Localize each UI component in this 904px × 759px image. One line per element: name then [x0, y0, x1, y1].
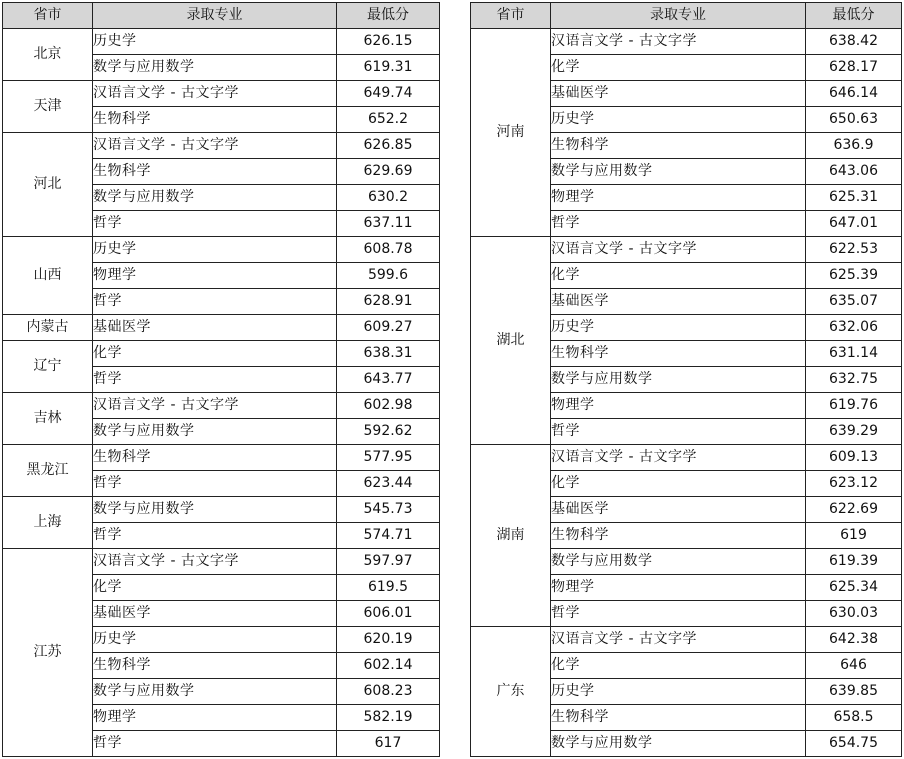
table-row — [471, 237, 902, 263]
major-cell: 生物科学 — [93, 445, 337, 471]
score-cell: 636.9 — [806, 133, 902, 159]
left-score-table — [2, 2, 440, 757]
table-row — [3, 549, 440, 575]
province-cell: 江苏 — [3, 549, 93, 757]
major-cell: 生物科学 — [551, 133, 806, 159]
score-cell: 620.19 — [337, 627, 440, 653]
province-cell: 内蒙古 — [3, 315, 93, 341]
score-cell: 609.27 — [337, 315, 440, 341]
major-cell: 物理学 — [551, 393, 806, 419]
score-cell: 619 — [806, 523, 902, 549]
major-cell: 基础医学 — [93, 315, 337, 341]
score-cell: 639.29 — [806, 419, 902, 445]
score-cell: 608.23 — [337, 679, 440, 705]
major-cell: 哲学 — [93, 289, 337, 315]
major-cell: 基础医学 — [551, 497, 806, 523]
major-cell: 数学与应用数学 — [551, 159, 806, 185]
score-cell: 629.69 — [337, 159, 440, 185]
left-table-body — [3, 29, 440, 757]
score-cell: 545.73 — [337, 497, 440, 523]
major-cell: 历史学 — [93, 29, 337, 55]
score-cell: 638.31 — [337, 341, 440, 367]
major-cell: 数学与应用数学 — [551, 549, 806, 575]
score-cell: 646 — [806, 653, 902, 679]
province-cell: 湖北 — [471, 237, 551, 445]
header-major: 录取专业 — [93, 3, 337, 29]
major-cell: 数学与应用数学 — [93, 419, 337, 445]
score-cell: 602.14 — [337, 653, 440, 679]
score-cell: 606.01 — [337, 601, 440, 627]
major-cell: 哲学 — [93, 471, 337, 497]
score-cell: 626.15 — [337, 29, 440, 55]
table-row — [3, 341, 440, 367]
score-cell: 630.03 — [806, 601, 902, 627]
major-cell: 化学 — [93, 341, 337, 367]
province-cell: 辽宁 — [3, 341, 93, 393]
major-cell: 哲学 — [551, 419, 806, 445]
score-cell: 639.85 — [806, 679, 902, 705]
score-cell: 646.14 — [806, 81, 902, 107]
major-cell: 基础医学 — [551, 81, 806, 107]
major-cell: 历史学 — [551, 679, 806, 705]
major-cell: 化学 — [551, 653, 806, 679]
score-cell: 625.31 — [806, 185, 902, 211]
table-row — [3, 497, 440, 523]
major-cell: 基础医学 — [93, 601, 337, 627]
major-cell: 生物科学 — [551, 523, 806, 549]
province-cell: 山西 — [3, 237, 93, 315]
score-cell: 574.71 — [337, 523, 440, 549]
score-cell: 619.76 — [806, 393, 902, 419]
score-cell: 617 — [337, 731, 440, 757]
major-cell: 哲学 — [93, 211, 337, 237]
table-row — [3, 29, 440, 55]
score-cell: 609.13 — [806, 445, 902, 471]
header-major: 录取专业 — [551, 3, 806, 29]
right-score-table — [470, 2, 902, 757]
major-cell: 汉语言文学 - 古文字学 — [93, 393, 337, 419]
score-cell: 635.07 — [806, 289, 902, 315]
major-cell: 哲学 — [93, 367, 337, 393]
score-cell: 631.14 — [806, 341, 902, 367]
major-cell: 汉语言文学 - 古文字学 — [93, 81, 337, 107]
score-cell: 619.31 — [337, 55, 440, 81]
score-cell: 628.91 — [337, 289, 440, 315]
score-cell: 637.11 — [337, 211, 440, 237]
major-cell: 物理学 — [551, 185, 806, 211]
major-cell: 汉语言文学 - 古文字学 — [551, 237, 806, 263]
header-row — [3, 3, 440, 29]
major-cell: 数学与应用数学 — [93, 497, 337, 523]
major-cell: 数学与应用数学 — [93, 55, 337, 81]
right-table-body — [471, 29, 902, 757]
major-cell: 哲学 — [551, 601, 806, 627]
score-cell: 599.6 — [337, 263, 440, 289]
province-cell: 广东 — [471, 627, 551, 757]
score-cell: 649.74 — [337, 81, 440, 107]
score-cell: 577.95 — [337, 445, 440, 471]
province-cell: 河北 — [3, 133, 93, 237]
score-cell: 654.75 — [806, 731, 902, 757]
table-row — [3, 315, 440, 341]
table-row — [3, 393, 440, 419]
score-cell: 630.2 — [337, 185, 440, 211]
table-row — [3, 133, 440, 159]
score-cell: 622.69 — [806, 497, 902, 523]
major-cell: 哲学 — [551, 211, 806, 237]
score-cell: 619.39 — [806, 549, 902, 575]
table-row — [3, 445, 440, 471]
score-cell: 622.53 — [806, 237, 902, 263]
major-cell: 历史学 — [551, 315, 806, 341]
major-cell: 哲学 — [93, 523, 337, 549]
major-cell: 化学 — [93, 575, 337, 601]
major-cell: 化学 — [551, 263, 806, 289]
major-cell: 化学 — [551, 471, 806, 497]
major-cell: 汉语言文学 - 古文字学 — [93, 549, 337, 575]
score-cell: 602.98 — [337, 393, 440, 419]
major-cell: 化学 — [551, 55, 806, 81]
score-cell: 582.19 — [337, 705, 440, 731]
header-row — [471, 3, 902, 29]
score-cell: 592.62 — [337, 419, 440, 445]
major-cell: 生物科学 — [551, 705, 806, 731]
score-cell: 643.77 — [337, 367, 440, 393]
major-cell: 历史学 — [93, 627, 337, 653]
header-score: 最低分 — [806, 3, 902, 29]
major-cell: 数学与应用数学 — [551, 367, 806, 393]
province-cell: 上海 — [3, 497, 93, 549]
major-cell: 数学与应用数学 — [551, 731, 806, 757]
score-cell: 650.63 — [806, 107, 902, 133]
header-score: 最低分 — [337, 3, 440, 29]
table-row — [471, 627, 902, 653]
major-cell: 历史学 — [551, 107, 806, 133]
major-cell: 物理学 — [551, 575, 806, 601]
score-cell: 623.44 — [337, 471, 440, 497]
major-cell: 哲学 — [93, 731, 337, 757]
major-cell: 物理学 — [93, 705, 337, 731]
major-cell: 基础医学 — [551, 289, 806, 315]
major-cell: 物理学 — [93, 263, 337, 289]
score-cell: 642.38 — [806, 627, 902, 653]
header-province: 省市 — [471, 3, 551, 29]
province-cell: 吉林 — [3, 393, 93, 445]
major-cell: 汉语言文学 - 古文字学 — [551, 627, 806, 653]
province-cell: 黑龙江 — [3, 445, 93, 497]
score-cell: 628.17 — [806, 55, 902, 81]
major-cell: 生物科学 — [93, 653, 337, 679]
score-cell: 638.42 — [806, 29, 902, 55]
major-cell: 生物科学 — [93, 107, 337, 133]
province-cell: 天津 — [3, 81, 93, 133]
major-cell: 历史学 — [93, 237, 337, 263]
major-cell: 汉语言文学 - 古文字学 — [551, 445, 806, 471]
major-cell: 生物科学 — [551, 341, 806, 367]
score-cell: 632.75 — [806, 367, 902, 393]
score-cell: 632.06 — [806, 315, 902, 341]
header-province: 省市 — [3, 3, 93, 29]
major-cell: 汉语言文学 - 古文字学 — [93, 133, 337, 159]
score-cell: 623.12 — [806, 471, 902, 497]
major-cell: 数学与应用数学 — [93, 679, 337, 705]
major-cell: 数学与应用数学 — [93, 185, 337, 211]
score-cell: 652.2 — [337, 107, 440, 133]
table-row — [3, 237, 440, 263]
score-cell: 626.85 — [337, 133, 440, 159]
province-cell: 湖南 — [471, 445, 551, 627]
table-row — [3, 81, 440, 107]
score-cell: 647.01 — [806, 211, 902, 237]
table-row — [471, 445, 902, 471]
score-cell: 658.5 — [806, 705, 902, 731]
province-cell: 河南 — [471, 29, 551, 237]
score-cell: 643.06 — [806, 159, 902, 185]
province-cell: 北京 — [3, 29, 93, 81]
score-cell: 625.39 — [806, 263, 902, 289]
table-row — [471, 29, 902, 55]
major-cell: 汉语言文学 - 古文字学 — [551, 29, 806, 55]
major-cell: 生物科学 — [93, 159, 337, 185]
score-cell: 597.97 — [337, 549, 440, 575]
score-cell: 619.5 — [337, 575, 440, 601]
score-cell: 625.34 — [806, 575, 902, 601]
score-cell: 608.78 — [337, 237, 440, 263]
